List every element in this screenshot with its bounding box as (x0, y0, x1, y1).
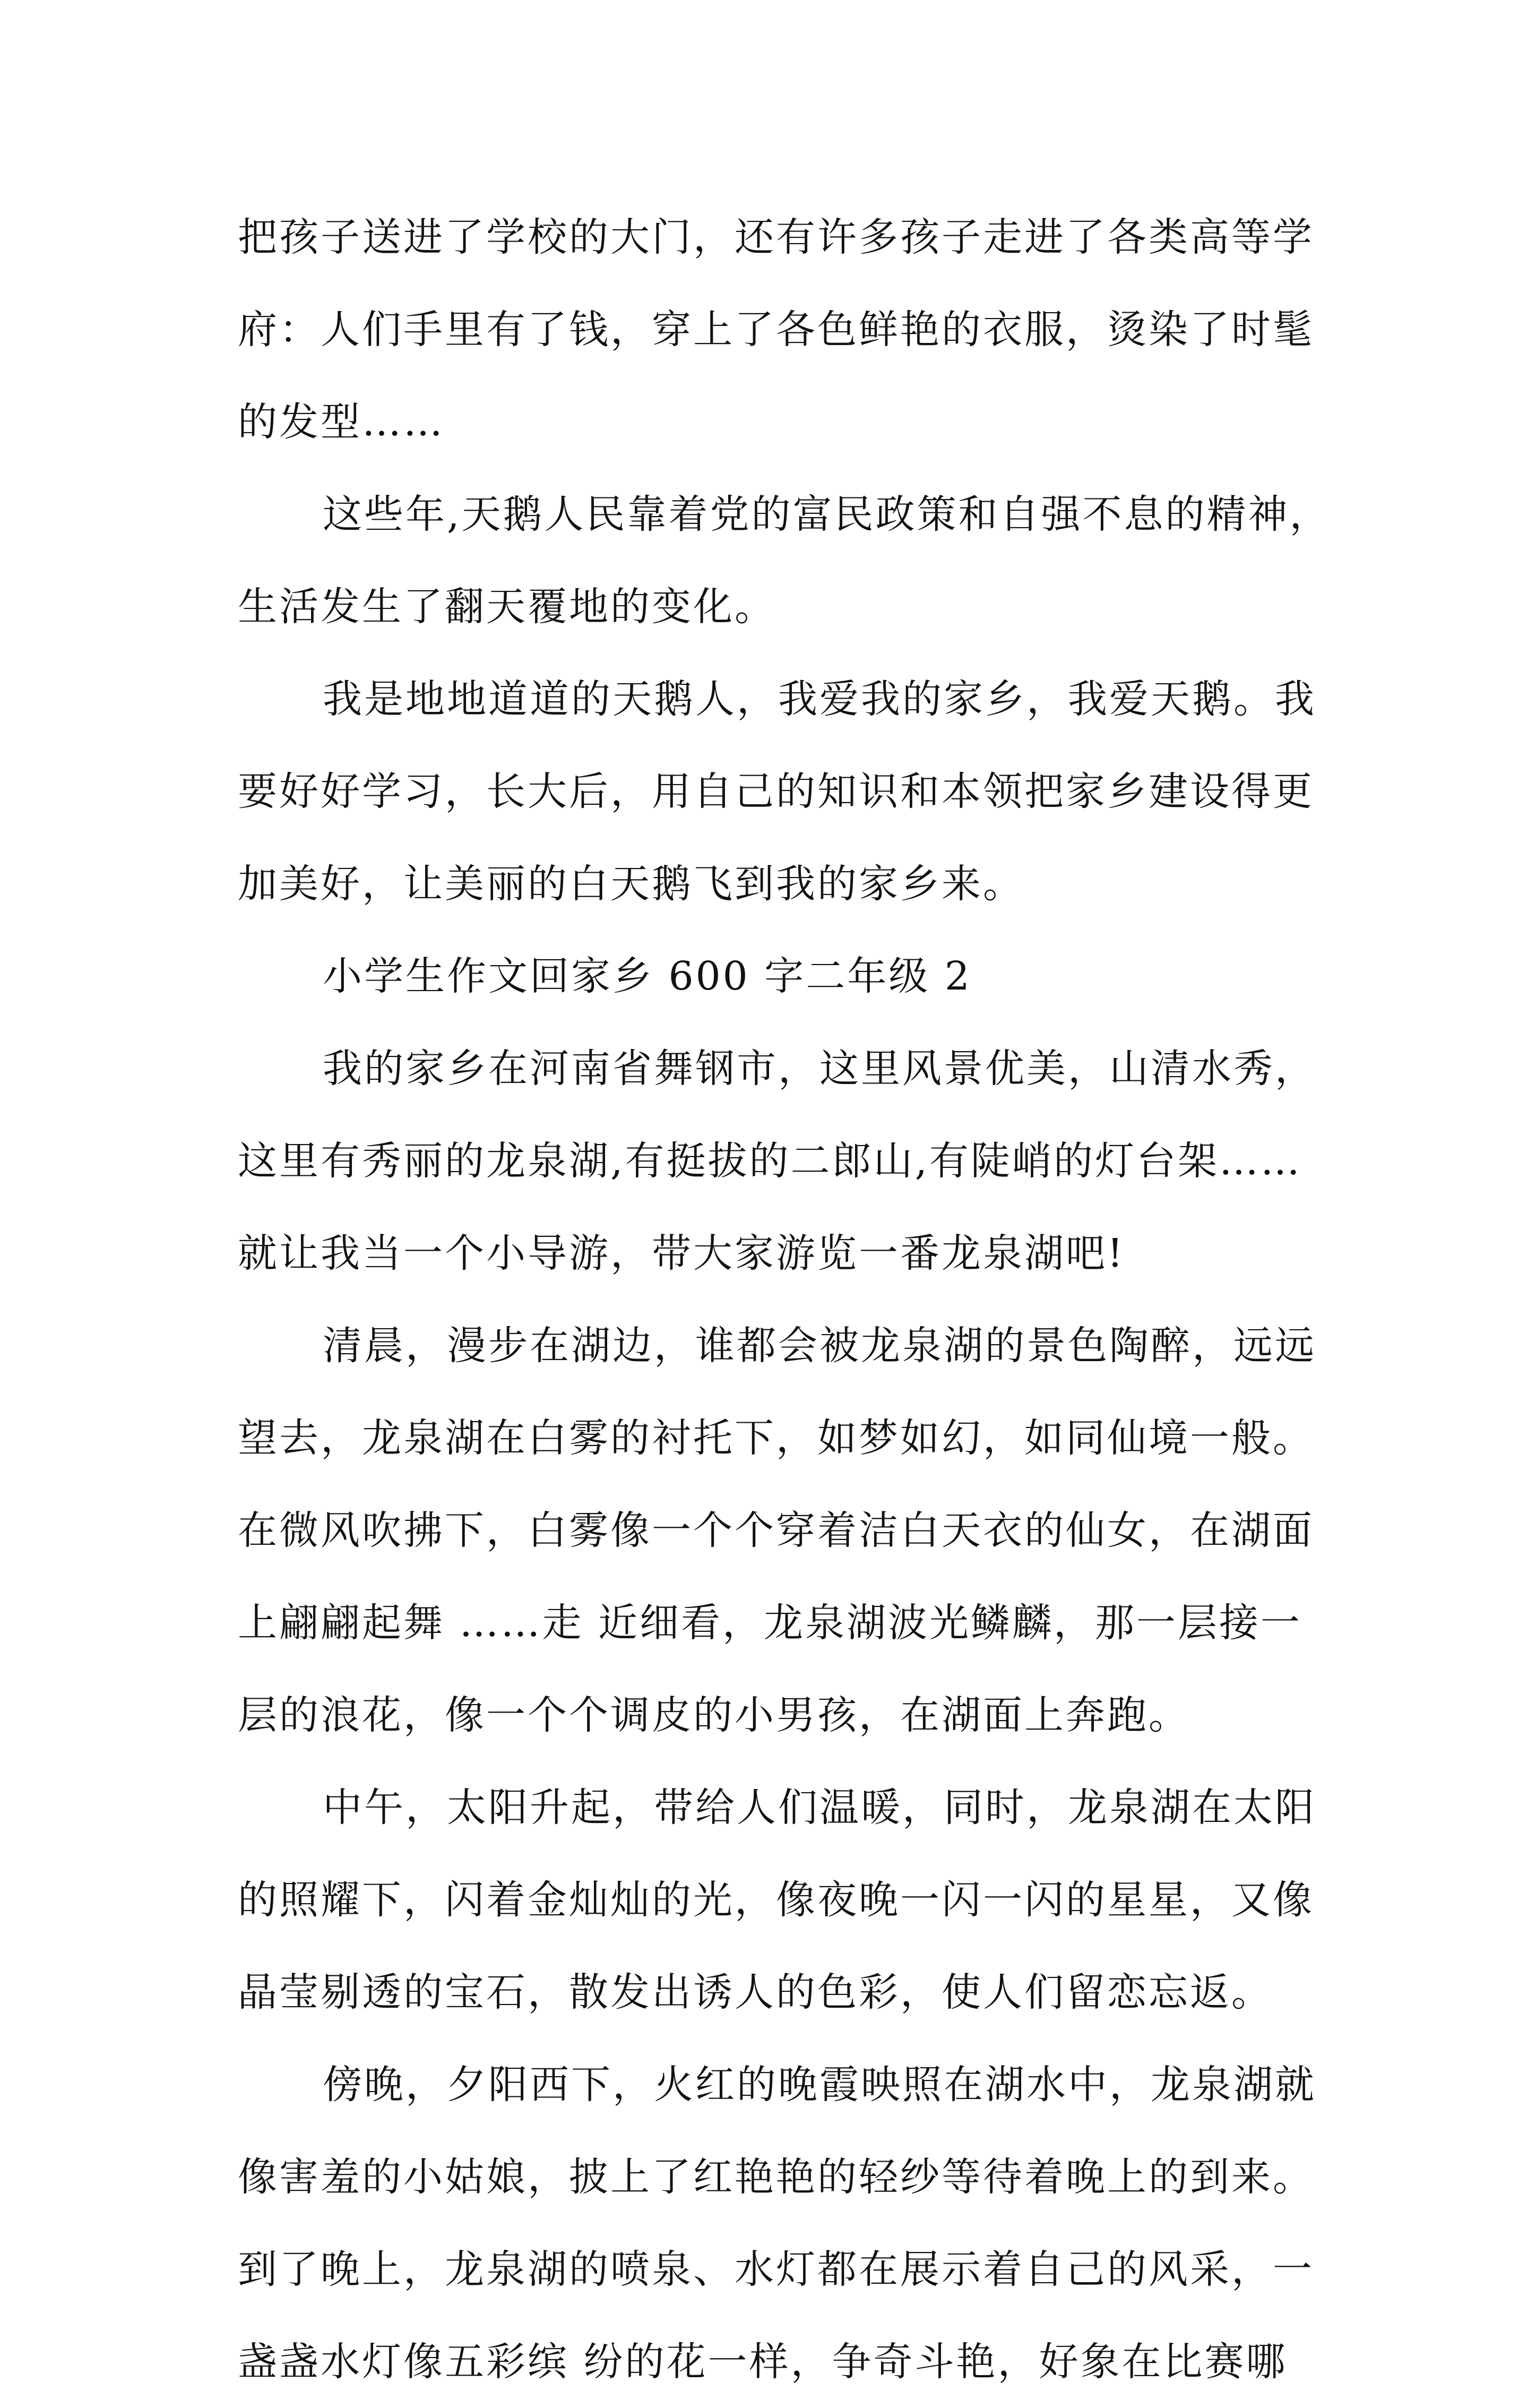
text-line: 我的家乡在河南省舞钢市，这里风景优美，山清水秀， (323, 1046, 1316, 1091)
text-line: 傍晚，夕阳西下，火红的晚霞映照在湖水中，龙泉湖就 (323, 2062, 1316, 2108)
text-line: 层的浪花，像一个个调皮的小男孩，在湖面上奔跑。 (238, 1692, 1190, 1738)
text-line: 府：人们手里有了钱，穿上了各色鲜艳的衣服，烫染了时髦 (238, 307, 1314, 352)
text-line: 晶莹剔透的宝石，散发出诱人的色彩，使人们留恋忘返。 (238, 1970, 1273, 2015)
text-line: 生活发生了翻天覆地的变化。 (238, 584, 776, 630)
text-line: 这些年,天鹅人民靠着党的富民政策和自强不息的精神， (323, 492, 1331, 537)
text-line: 我是地地道道的天鹅人，我爱我的家乡，我爱天鹅。我 (323, 676, 1316, 722)
text-line: 到了晚上，龙泉湖的喷泉、水灯都在展示着自己的风采，一 (238, 2247, 1314, 2292)
text-line: 就让我当一个小导游，带大家游览一番龙泉湖吧! (238, 1231, 1125, 1276)
text-line: 盏盏水灯像五彩缤 纷的花一样，争奇斗艳，好象在比赛哪 (238, 2339, 1288, 2385)
text-line: 在微风吹拂下，白雾像一个个穿着洁白天衣的仙女，在湖面 (238, 1508, 1314, 1553)
document-body (238, 191, 1331, 2408)
text-line: 这里有秀丽的龙泉湖,有挺拔的二郎山,有陡峭的灯台架…… (238, 1138, 1302, 1184)
text-line: 中午，太阳升起，带给人们温暖，同时，龙泉湖在太阳 (323, 1785, 1316, 1830)
text-line: 加美好，让美丽的白天鹅飞到我的家乡来。 (238, 861, 1024, 907)
text-line: 要好好学习，长大后，用自己的知识和本领把家乡建设得更 (238, 769, 1314, 814)
text-line: 把孩子送进了学校的大门，还有许多孩子走进了各类高等学 (238, 214, 1314, 260)
text-line: 像害羞的小姑娘，披上了红艳艳的轻纱等待着晚上的到来。 (238, 2154, 1314, 2200)
text-line: 上翩翩起舞 ……走 近细看，龙泉湖波光鳞麟，那一层接一 (238, 1600, 1302, 1646)
text-line: 小学生作文回家乡 600 字二年级 2 (323, 953, 972, 999)
text-line: 清晨，漫步在湖边，谁都会被龙泉湖的景色陶醉，远远 (323, 1323, 1316, 1369)
text-line: 的照耀下，闪着金灿灿的光，像夜晚一闪一闪的星星，又像 (238, 1877, 1314, 1923)
text-line: 望去，龙泉湖在白雾的衬托下，如梦如幻，如同仙境一般。 (238, 1415, 1314, 1461)
text-line: 的发型…… (238, 399, 445, 445)
